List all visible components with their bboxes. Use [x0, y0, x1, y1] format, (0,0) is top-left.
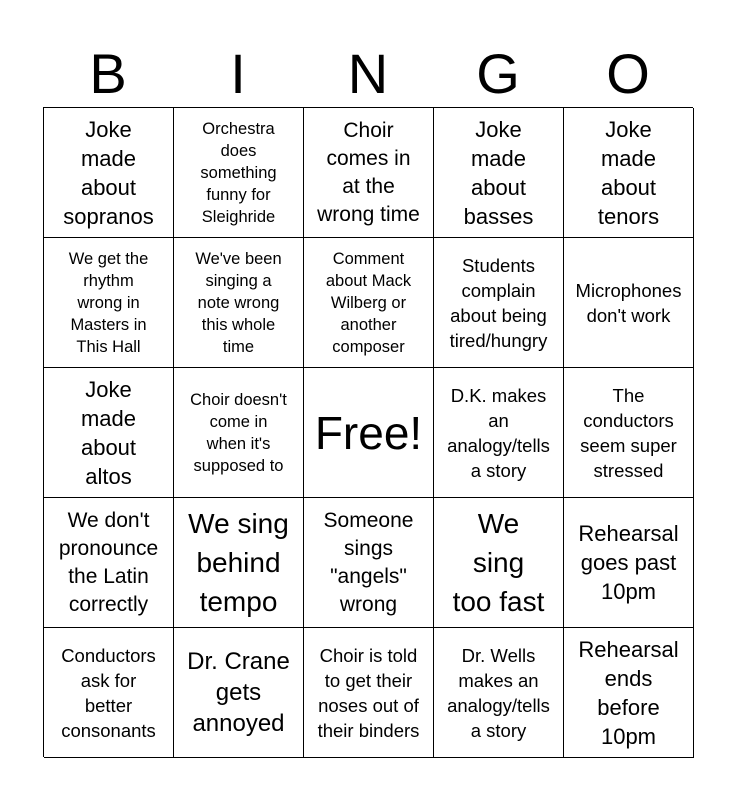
bingo-cell[interactable]: Rehearsal ends before 10pm: [564, 628, 694, 758]
bingo-cell[interactable]: Orchestra does something funny for Sleighride: [174, 108, 304, 238]
bingo-cell[interactable]: Someone sings "angels" wrong: [304, 498, 434, 628]
free-space-cell[interactable]: Free!: [304, 368, 434, 498]
bingo-cell[interactable]: Dr. Wells makes an analogy/tells a story: [434, 628, 564, 758]
bingo-cell[interactable]: We sing behind tempo: [174, 498, 304, 628]
bingo-cell[interactable]: Rehearsal goes past 10pm: [564, 498, 694, 628]
bingo-cell[interactable]: Students complain about being tired/hungry: [434, 238, 564, 368]
header-letter-g: G: [476, 42, 520, 105]
bingo-cell[interactable]: D.K. makes an analogy/tells a story: [434, 368, 564, 498]
header-letter-b: B: [89, 42, 127, 105]
header-letter-n: N: [347, 42, 389, 105]
bingo-header: [43, 40, 693, 108]
bingo-cell[interactable]: Choir comes in at the wrong time: [304, 108, 434, 238]
bingo-cell[interactable]: The conductors seem super stressed: [564, 368, 694, 498]
bingo-cell[interactable]: Joke made about tenors: [564, 108, 694, 238]
bingo-cell[interactable]: Choir doesn't come in when it's supposed to: [174, 368, 304, 498]
header-letter-i: I: [230, 42, 246, 105]
bingo-cell[interactable]: We've been singing a note wrong this whole time: [174, 238, 304, 368]
header-letter-o: O: [606, 42, 650, 105]
bingo-cell[interactable]: We sing too fast: [434, 498, 564, 628]
bingo-cell[interactable]: Dr. Crane gets annoyed: [174, 628, 304, 758]
bingo-cell[interactable]: Joke made about basses: [434, 108, 564, 238]
bingo-card-grid: [43, 107, 693, 757]
bingo-cell[interactable]: We don't pronounce the Latin correctly: [44, 498, 174, 628]
bingo-cell[interactable]: Microphones don't work: [564, 238, 694, 368]
bingo-cell[interactable]: Conductors ask for better consonants: [44, 628, 174, 758]
bingo-cell[interactable]: Joke made about altos: [44, 368, 174, 498]
bingo-cell[interactable]: Joke made about sopranos: [44, 108, 174, 238]
bingo-cell[interactable]: We get the rhythm wrong in Masters in This Hall: [44, 238, 174, 368]
bingo-cell[interactable]: Comment about Mack Wilberg or another composer: [304, 238, 434, 368]
bingo-cell[interactable]: Choir is told to get their noses out of their binders: [304, 628, 434, 758]
